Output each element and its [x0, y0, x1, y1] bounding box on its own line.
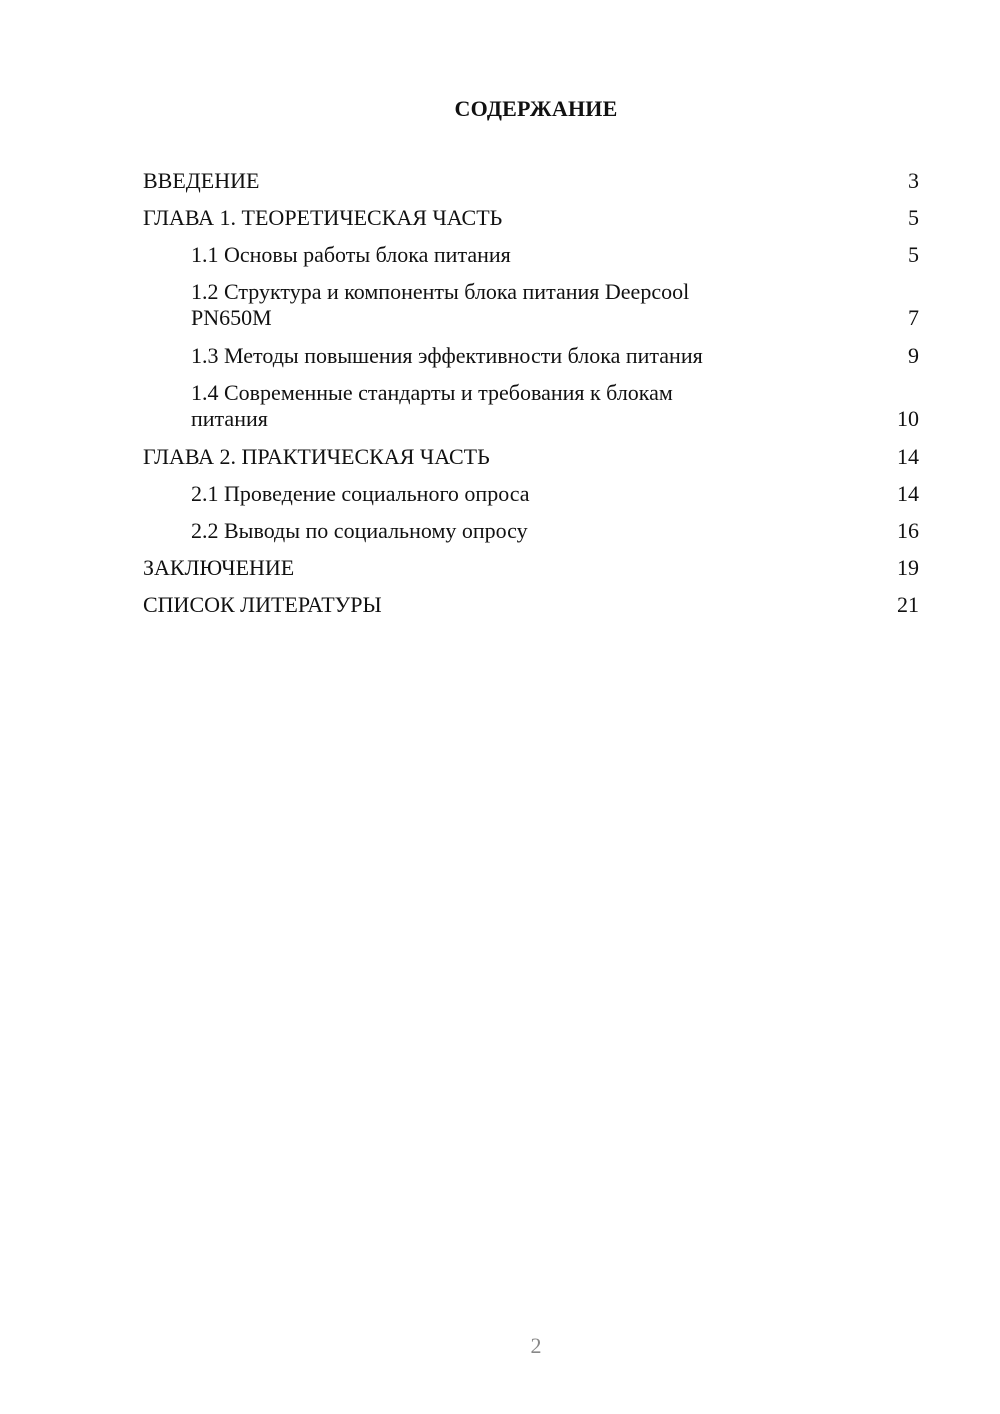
toc-entry-conclusion — [143, 555, 919, 592]
toc-entry-label: 1.1 Основы работы блока питания — [191, 242, 511, 267]
toc-entry-label-line: 1.4 Современные стандарты и требования к блокам — [191, 380, 673, 405]
toc-entry-label — [143, 279, 919, 331]
toc-entry-label-line: питания — [191, 406, 268, 431]
toc-entry-page-number: 16 — [897, 518, 919, 543]
toc-entry-page-number: 21 — [897, 592, 919, 617]
toc-entry-label-line: PN650M — [191, 305, 272, 330]
toc-entry-label: ЗАКЛЮЧЕНИЕ — [143, 555, 295, 580]
toc-entry-page-number: 14 — [897, 444, 919, 469]
toc-entry-label: ГЛАВА 2. ПРАКТИЧЕСКАЯ ЧАСТЬ — [143, 444, 490, 469]
toc-entry-label: 2.1 Проведение социального опроса — [191, 481, 530, 506]
toc-entry-label: ВВЕДЕНИЕ — [143, 168, 260, 193]
toc-entry-chapter-1 — [143, 205, 919, 242]
toc-entry-section-1-4 — [143, 380, 919, 444]
toc-entry-label: 1.3 Методы повышения эффективности блока питания — [191, 343, 703, 368]
toc-entry-label — [143, 380, 919, 432]
toc-entry-page-number: 5 — [908, 205, 919, 230]
toc-entry-page-number: 14 — [897, 481, 919, 506]
toc-entry-page-number: 7 — [908, 305, 919, 330]
toc-entry-label: ГЛАВА 1. ТЕОРЕТИЧЕСКАЯ ЧАСТЬ — [143, 205, 503, 230]
toc-entry-page-number: 9 — [908, 343, 919, 368]
toc-entry-section-1-1 — [143, 242, 919, 279]
toc-entry-label: 2.2 Выводы по социальному опросу — [191, 518, 528, 543]
toc-entry-section-1-3 — [143, 343, 919, 380]
toc-entry-page-number: 3 — [908, 168, 919, 193]
toc-entry-page-number: 10 — [897, 406, 919, 431]
toc-entry-label-line: 1.2 Структура и компоненты блока питания Deepcool — [191, 279, 690, 304]
toc-entry-introduction — [143, 168, 919, 205]
page-title: СОДЕРЖАНИЕ — [454, 96, 618, 121]
toc-entry-section-1-2 — [143, 279, 919, 343]
toc-entry-section-2-1 — [143, 481, 919, 518]
table-of-contents — [143, 168, 919, 629]
toc-entry-page-number: 19 — [897, 555, 919, 580]
page-number: 2 — [530, 1333, 542, 1358]
toc-entry-label: СПИСОК ЛИТЕРАТУРЫ — [143, 592, 382, 617]
toc-entry-page-number: 5 — [908, 242, 919, 267]
toc-entry-references — [143, 592, 919, 629]
toc-entry-section-2-2 — [143, 518, 919, 555]
toc-entry-chapter-2 — [143, 444, 919, 481]
